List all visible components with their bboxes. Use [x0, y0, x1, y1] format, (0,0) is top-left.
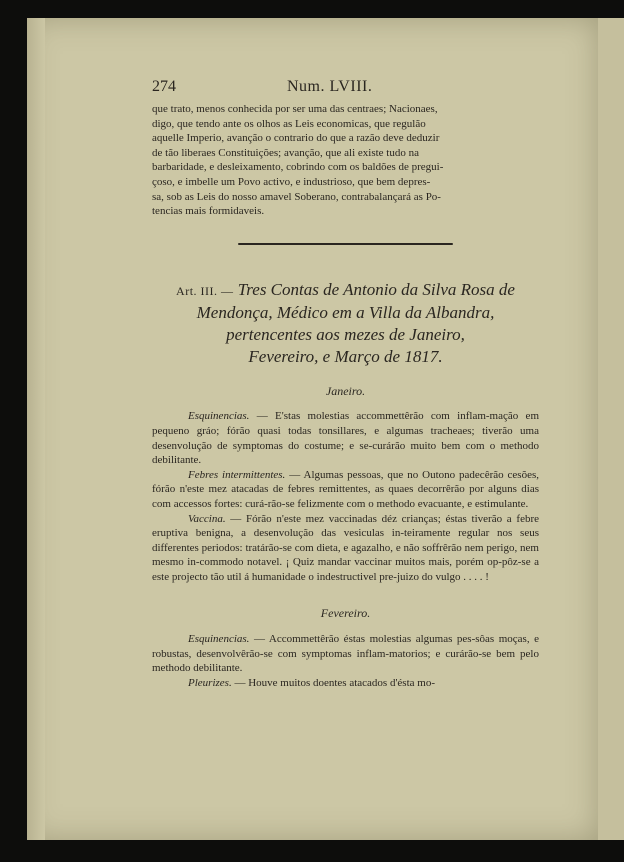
page-content [152, 80, 539, 690]
text-line: çoso, e imbelle um Povo activo, e industrioso, que bem depres- [152, 175, 431, 188]
page-number: 274 [152, 78, 176, 95]
entry-term: Esquinencias. [188, 633, 250, 646]
article-title-line: Mendonça, Médico em a Villa da Albandra, [196, 302, 495, 322]
month-heading-janeiro: Janeiro. [325, 383, 366, 398]
entry-esquinencias-fevereiro [152, 632, 539, 676]
entry-vaccina-janeiro [152, 512, 539, 585]
month-heading-fevereiro: Fevereiro. [320, 606, 371, 621]
entry-text: — E'stas molestias accommettêrão com inflam-mação em pequeno gráo; fórão quasi todas tonsillares, e algumas tracheaes; tiverão uma desenvolução de symptomas do costume; e se-curárão muito bem com o methodo debilitante. [152, 410, 539, 467]
entry-febres-janeiro [152, 468, 539, 512]
text-line: digo, que tendo ante os olhos as Leis economicas, que regulão [152, 117, 426, 130]
page-gutter-shadow [27, 18, 45, 840]
entry-text: — Fórão n'este mez vaccinadas déz crianças; éstas tiverão a febre eruptiva benigna, a desenvolução das vesiculas in-teiramente regular nos seus differentes periodos: tratárão-se com dieta, e agazalho, e não soffrêrão nem perigo, nem mesmo in-commodo notavel. ¡ Quiz mandar vaccinar muitos mais, porém op-pôz-se a este projecto tão util á humanidade o indestructivel pre-juizo do vulgo . . . . ! [152, 512, 539, 583]
article-title-line: Fevereiro, e Março de 1817. [248, 346, 443, 366]
entry-text: — Houve muitos doentes atacados d'ésta mo- [231, 676, 435, 689]
text-line: aquelle Imperio, avanção o contrario do que a razão deve deduzir [152, 132, 440, 145]
entry-term: Pleurizes. [188, 676, 232, 689]
article-title-line [152, 279, 539, 302]
text-line: tencias mais formidaveis. [152, 205, 265, 218]
entry-text: — Accommettêrão éstas molestias algumas pes-sôas moças, e robustas, desenvolvêrão-se com symptomas inflam-matorios; e curárão-se bem pelo methodo debilitante. [152, 633, 539, 675]
entry-text: — Algumas pessoas, que no Outono padecêrão cesões, fórão n'este mez atacadas de febres remittentes, as quaes decorrêrão por alguns dias com accessos fortes: curá-rão-se felizmente com o methodo evacuante, e estimulante. [152, 468, 539, 510]
running-head: Num. LVIII. [287, 78, 373, 95]
entry-term: Febres intermittentes. [188, 468, 286, 481]
text-line: sa, sob as Leis do nosso amavel Soberano, contrabalançará as Po- [152, 190, 441, 203]
page-header [152, 80, 539, 102]
section-divider [238, 243, 453, 245]
text-line: que trato, menos conhecida por ser uma das centraes; Nacionaes, [152, 103, 438, 115]
article-title-line: pertencentes aos mezes de Janeiro, [226, 324, 465, 344]
entry-esquinencias-janeiro [152, 409, 539, 467]
continuation-paragraph [152, 102, 539, 219]
article-title [152, 279, 539, 368]
entry-term: Vaccina. [188, 512, 226, 525]
article-title-text: Tres Contas de Antonio da Silva Rosa de [237, 279, 515, 299]
text-line: barbaridade, e desleixamento, cobrindo com os baldões de pregui- [152, 161, 444, 174]
entry-pleurizes-fevereiro [152, 676, 539, 691]
entry-term: Esquinencias. [188, 410, 250, 423]
text-line: de tão liberaes Constituições; avanção, que ali existe tudo na [152, 146, 419, 159]
article-label: Art. III. — [176, 283, 234, 298]
